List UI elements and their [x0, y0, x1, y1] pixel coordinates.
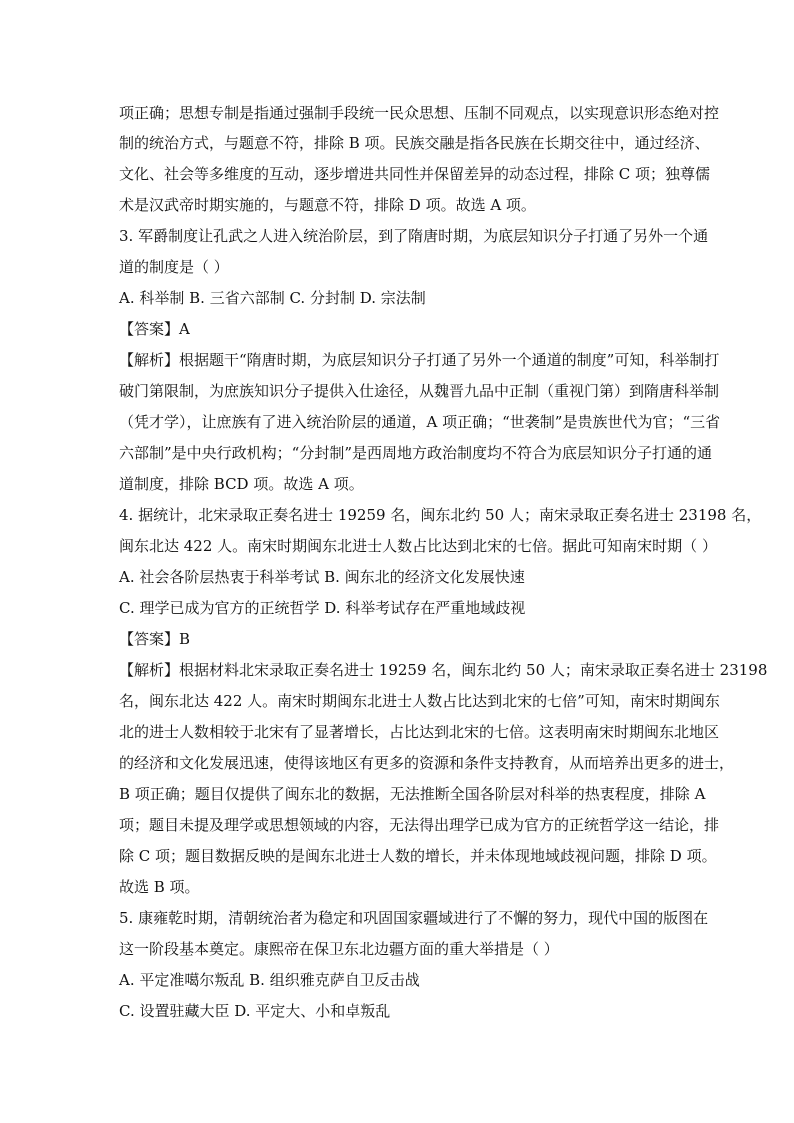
question-4-analysis: 故选 B 项。: [119, 878, 200, 896]
question-5-option: A. 平定准噶尔叛乱 B. 组织雅克萨自卫反击战: [119, 971, 420, 989]
question-4-option: A. 社会各阶层热衷于科举考试 B. 闽东北的经济文化发展快速: [119, 568, 525, 586]
question-5-option: C. 设置驻藏大臣 D. 平定大、小和卓叛乱: [119, 1002, 391, 1020]
question-3-analysis: 六部制”是中央行政机构；“分封制”是西周地方政治制度均不符合为底层知识分子打通的通: [119, 444, 713, 462]
question-3-options: A. 科举制 B. 三省六部制 C. 分封制 D. 宗法制: [119, 289, 426, 307]
question-4-stem: 闽东北达 422 人。南宋时期闽东北进士人数占比达到北宋的七倍。据此可知南宋时期（ ）: [119, 537, 717, 555]
question-3-stem: 3. 军爵制度让孔武之人进入统治阶层，到了隋唐时期，为底层知识分子打通了另外一个通: [119, 227, 709, 245]
question-4-analysis: 北的进士人数相较于北宋有了显著增长，占比达到北宋的七倍。这表明南宋时期闽东北地区: [119, 723, 720, 741]
question-4-answer: 【答案】B: [119, 630, 191, 648]
question-3-stem: 道的制度是（ ）: [119, 258, 229, 276]
text-line: 制的统治方式，与题意不符，排除 B 项。民族交融是指各民族在长期交往中，通过经济、: [119, 134, 710, 152]
question-4-analysis: B 项正确；题目仅提供了闽东北的数据，无法推断全国各阶层对科举的热衷程度，排除 A: [119, 785, 706, 803]
question-5-stem: 这一阶段基本奠定。康熙帝在保卫东北边疆方面的重大举措是（ ）: [119, 940, 559, 958]
text-line: 术是汉武帝时期实施的，与题意不符，排除 D 项。故选 A 项。: [119, 196, 536, 214]
question-3-analysis: 【解析】根据题干“隋唐时期，为底层知识分子打通了另外一个通道的制度”可知，科举制打: [119, 351, 720, 369]
text-line: 项正确；思想专制是指通过强制手段统一民众思想、压制不同观点，以实现意识形态绝对控: [119, 104, 720, 122]
question-3-analysis: 道制度，排除 BCD 项。故选 A 项。: [119, 475, 364, 493]
question-4-analysis: 除 C 项；题目数据反映的是闽东北进士人数的增长，并未体现地域歧视问题，排除 D 项。: [119, 847, 717, 865]
question-4-analysis: 【解析】根据材料北宋录取正奏名进士 19259 名，闽东北约 50 人；南宋录取正奏名进士 23198: [119, 661, 768, 679]
question-4-analysis: 项；题目未提及理学或思想领域的内容，无法得出理学已成为官方的正统哲学这一结论，排: [119, 816, 720, 834]
question-4-analysis: 的经济和文化发展迅速，使得该地区有更多的资源和条件支持教育，从而培养出更多的进士，: [119, 754, 735, 772]
question-3-analysis: （凭才学），让庶族有了进入统治阶层的通道，A 项正确；“世袭制”是贵族世代为官；“三省: [119, 413, 721, 431]
question-3-answer: 【答案】A: [119, 320, 190, 338]
question-4-option: C. 理学已成为官方的正统哲学 D. 科举考试存在严重地域歧视: [119, 599, 526, 617]
text-line: 文化、社会等多维度的互动，逐步增进共同性并保留差异的动态过程，排除 C 项；独尊儒: [119, 165, 711, 183]
question-4-stem: 4. 据统计，北宋录取正奏名进士 19259 名，闽东北约 50 人；南宋录取正奏名进士 23198 名，: [119, 506, 762, 524]
question-5-stem: 5. 康雍乾时期，清朝统治者为稳定和巩固国家疆域进行了不懈的努力，现代中国的版图在: [119, 909, 709, 927]
question-4-analysis: 名，闽东北达 422 人。南宋时期闽东北进士人数占比达到北宋的七倍”可知，南宋时期闽东: [119, 692, 720, 710]
question-3-analysis: 破门第限制，为庶族知识分子提供入仕途径，从魏晋九品中正制（重视门第）到隋唐科举制: [119, 382, 720, 400]
